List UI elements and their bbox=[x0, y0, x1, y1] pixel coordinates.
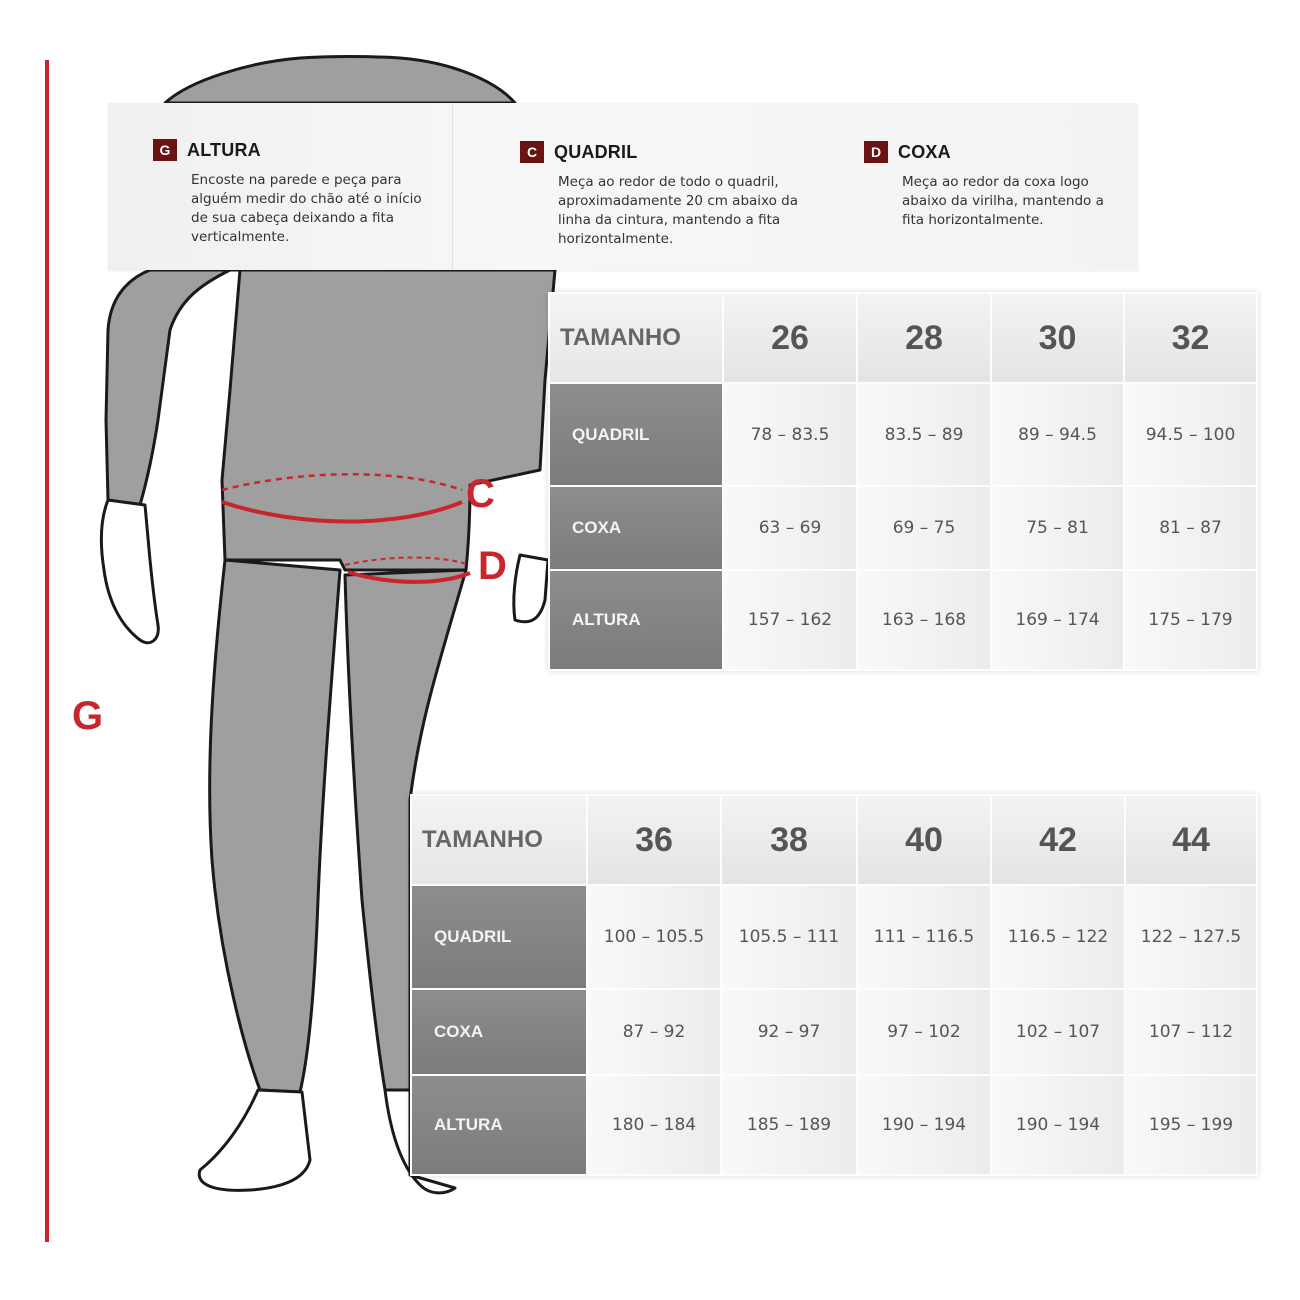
size-header-label: TAMANHO bbox=[411, 795, 587, 885]
row-label-altura: ALTURA bbox=[549, 570, 723, 670]
badge-g: G bbox=[153, 139, 177, 161]
badge-d: D bbox=[864, 141, 888, 163]
right-glove bbox=[514, 555, 548, 622]
table-cell: 75 – 81 bbox=[991, 486, 1124, 570]
size-column-header: 26 bbox=[723, 293, 857, 383]
instruction-altura bbox=[153, 139, 463, 247]
table-cell: 87 – 92 bbox=[587, 989, 721, 1075]
size-header-label: TAMANHO bbox=[549, 293, 723, 383]
suit-left-leg bbox=[210, 560, 340, 1092]
size-table-large bbox=[410, 794, 1258, 1176]
instruction-title: ALTURA bbox=[187, 139, 261, 160]
table-cell: 122 – 127.5 bbox=[1125, 885, 1257, 989]
row-label-coxa: COXA bbox=[549, 486, 723, 570]
table-cell: 185 – 189 bbox=[721, 1075, 857, 1175]
row-label-coxa: COXA bbox=[411, 989, 587, 1075]
table-cell: 78 – 83.5 bbox=[723, 383, 857, 486]
table-cell: 195 – 199 bbox=[1125, 1075, 1257, 1175]
hip-marker-letter: C bbox=[466, 472, 495, 516]
table-cell: 180 – 184 bbox=[587, 1075, 721, 1175]
table-cell: 63 – 69 bbox=[723, 486, 857, 570]
left-foot bbox=[199, 1090, 310, 1190]
table-cell: 94.5 – 100 bbox=[1124, 383, 1257, 486]
table-cell: 81 – 87 bbox=[1124, 486, 1257, 570]
table-cell: 100 – 105.5 bbox=[587, 885, 721, 989]
thigh-marker-letter: D bbox=[478, 544, 507, 588]
size-column-header: 42 bbox=[991, 795, 1125, 885]
row-label-quadril: QUADRIL bbox=[549, 383, 723, 486]
size-column-header: 28 bbox=[857, 293, 991, 383]
instruction-text: Meça ao redor de todo o quadril, aproximadamente 20 cm abaixo da linha da cintura, mantendo a fita horizontalmente. bbox=[558, 174, 799, 247]
instruction-text: Encoste na parede e peça para alguém medir do chão até o início de sua cabeça deixando a fita verticalmente. bbox=[191, 172, 422, 245]
size-column-header: 32 bbox=[1124, 293, 1257, 383]
size-table-small bbox=[548, 292, 1258, 671]
table-cell: 69 – 75 bbox=[857, 486, 991, 570]
table-cell: 190 – 194 bbox=[857, 1075, 991, 1175]
table-cell: 116.5 – 122 bbox=[991, 885, 1125, 989]
table-cell: 107 – 112 bbox=[1125, 989, 1257, 1075]
size-column-header: 38 bbox=[721, 795, 857, 885]
row-label-quadril: QUADRIL bbox=[411, 885, 587, 989]
row-label-altura: ALTURA bbox=[411, 1075, 587, 1175]
table-cell: 169 – 174 bbox=[991, 570, 1124, 670]
table-cell: 105.5 – 111 bbox=[721, 885, 857, 989]
suit-torso bbox=[150, 270, 555, 570]
suit-left-arm bbox=[106, 270, 230, 505]
instruction-coxa bbox=[864, 141, 1134, 230]
size-column-header: 36 bbox=[587, 795, 721, 885]
size-column-header: 40 bbox=[857, 795, 991, 885]
instruction-title: QUADRIL bbox=[554, 141, 638, 162]
table-cell: 97 – 102 bbox=[857, 989, 991, 1075]
table-cell: 111 – 116.5 bbox=[857, 885, 991, 989]
table-cell: 92 – 97 bbox=[721, 989, 857, 1075]
table-cell: 190 – 194 bbox=[991, 1075, 1125, 1175]
table-cell: 83.5 – 89 bbox=[857, 383, 991, 486]
instruction-text: Meça ao redor da coxa logo abaixo da virilha, mantendo a fita horizontalmente. bbox=[902, 174, 1104, 228]
table-cell: 157 – 162 bbox=[723, 570, 857, 670]
size-column-header: 30 bbox=[991, 293, 1124, 383]
badge-c: C bbox=[520, 141, 544, 163]
height-marker-letter: G bbox=[72, 694, 104, 738]
instruction-title: COXA bbox=[898, 141, 951, 162]
table-cell: 89 – 94.5 bbox=[991, 383, 1124, 486]
left-glove bbox=[101, 500, 158, 643]
table-cell: 163 – 168 bbox=[857, 570, 991, 670]
suit-shoulders bbox=[165, 57, 515, 104]
table-cell: 175 – 179 bbox=[1124, 570, 1257, 670]
table-cell: 102 – 107 bbox=[991, 989, 1125, 1075]
measurement-instructions-band bbox=[108, 103, 1138, 270]
instruction-quadril bbox=[520, 141, 830, 249]
size-column-header: 44 bbox=[1125, 795, 1257, 885]
